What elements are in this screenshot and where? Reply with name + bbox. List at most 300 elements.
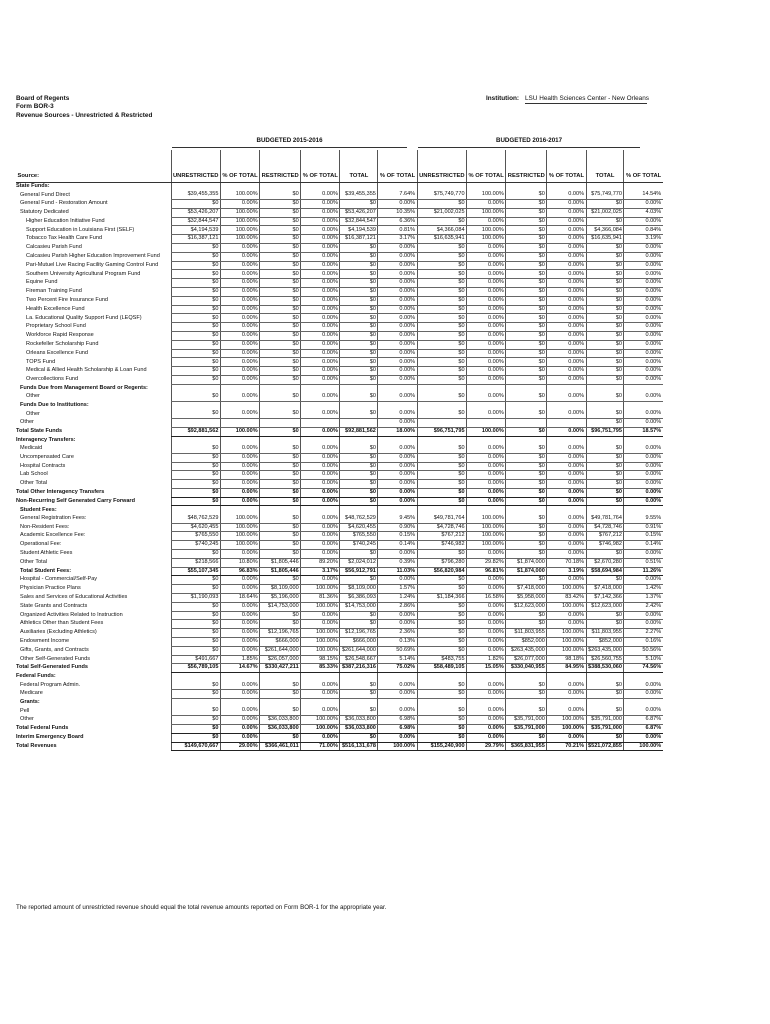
cell-value: 0.00% bbox=[547, 497, 586, 506]
cell-value: $0 bbox=[171, 681, 220, 689]
cell-value: 0.00% bbox=[378, 340, 417, 349]
cell-value bbox=[220, 419, 259, 428]
total-row bbox=[16, 664, 663, 673]
cell-value: 0.00% bbox=[467, 611, 506, 620]
table-row bbox=[16, 235, 663, 244]
cell-value: 100.00% bbox=[220, 226, 259, 235]
cell-value: $330,040,955 bbox=[506, 664, 547, 673]
cell-value bbox=[417, 699, 466, 708]
cell-value: $263,435,000 bbox=[506, 646, 547, 655]
cell-value: 96.83% bbox=[220, 567, 259, 576]
cell-value: 0.00% bbox=[547, 367, 586, 376]
cell-value bbox=[467, 419, 506, 428]
cell-value: 100.00% bbox=[301, 602, 340, 611]
column-header: UNRESTRICTED bbox=[171, 150, 220, 183]
row-label: State Grants and Contracts bbox=[20, 602, 88, 609]
cell-value: 0.00% bbox=[301, 323, 340, 332]
cell-value: $0 bbox=[260, 523, 301, 532]
row-label: Orleans Excellence Fund bbox=[26, 349, 88, 356]
cell-value: $0 bbox=[417, 410, 466, 418]
row-label: Non-Resident Fees: bbox=[20, 523, 70, 530]
cell-value: 6.87% bbox=[624, 724, 663, 733]
cell-value: $0 bbox=[506, 733, 547, 742]
cell-value: 0.00% bbox=[378, 200, 417, 209]
cell-value: 0.00% bbox=[547, 305, 586, 314]
table-row bbox=[16, 480, 663, 489]
cell-value: 100.00% bbox=[547, 724, 586, 733]
row-label: Total Revenues bbox=[16, 742, 57, 749]
cell-value bbox=[506, 384, 547, 393]
cell-value: $0 bbox=[417, 480, 466, 489]
cell-value: $48,762,529 bbox=[340, 515, 378, 523]
cell-value: 0.00% bbox=[301, 611, 340, 620]
row-label: Pell bbox=[20, 707, 30, 714]
cell-value: 0.00% bbox=[301, 620, 340, 629]
cell-value: 6.87% bbox=[624, 716, 663, 725]
cell-value: 0.00% bbox=[378, 453, 417, 462]
cell-value: $0 bbox=[506, 471, 547, 480]
cell-value bbox=[417, 506, 466, 515]
cell-value: $0 bbox=[586, 410, 624, 418]
cell-value: $26,057,000 bbox=[260, 655, 301, 664]
cell-value bbox=[547, 673, 586, 682]
cell-value: 0.00% bbox=[301, 445, 340, 453]
cell-value: $0 bbox=[586, 419, 624, 428]
cell-value: $0 bbox=[171, 393, 220, 401]
cell-value: $1,805,446 bbox=[260, 558, 301, 567]
cell-value: 2.42% bbox=[624, 602, 663, 611]
table-row bbox=[16, 655, 663, 664]
cell-value: $4,620,455 bbox=[340, 523, 378, 532]
cell-value: $0 bbox=[506, 376, 547, 385]
cell-value bbox=[586, 506, 624, 515]
cell-value: 0.00% bbox=[624, 323, 663, 332]
cell-value: $0 bbox=[260, 376, 301, 385]
cell-value bbox=[220, 673, 259, 682]
cell-value: $0 bbox=[586, 445, 624, 453]
cell-value: $0 bbox=[340, 288, 378, 297]
cell-value: $0 bbox=[586, 453, 624, 462]
cell-value: $746,982 bbox=[417, 541, 466, 550]
cell-value: 0.00% bbox=[220, 716, 259, 725]
cell-value: $56,789,105 bbox=[171, 664, 220, 673]
cell-value: $5,196,000 bbox=[260, 593, 301, 602]
cell-value: $4,194,539 bbox=[340, 226, 378, 235]
cell-value: 0.00% bbox=[378, 620, 417, 629]
row-label: Federal Funds: bbox=[16, 673, 56, 680]
cell-value: 71.00% bbox=[301, 742, 340, 751]
cell-value: 0.00% bbox=[220, 279, 259, 288]
cell-value bbox=[506, 401, 547, 410]
cell-value: $12,196,765 bbox=[260, 629, 301, 638]
cell-value: 0.00% bbox=[624, 314, 663, 323]
cell-value bbox=[417, 436, 466, 445]
cell-value: 0.91% bbox=[624, 523, 663, 532]
table-row bbox=[16, 217, 663, 226]
cell-value: 0.14% bbox=[378, 541, 417, 550]
cell-value: 0.00% bbox=[467, 217, 506, 226]
cell-value: $0 bbox=[340, 453, 378, 462]
row-label: Total Student Fees: bbox=[20, 567, 72, 574]
cell-value: $0 bbox=[417, 724, 466, 733]
cell-value: $0 bbox=[417, 340, 466, 349]
cell-value: 0.00% bbox=[220, 480, 259, 489]
cell-value: $0 bbox=[260, 427, 301, 436]
cell-value: $16,387,121 bbox=[340, 235, 378, 244]
cell-value: $53,426,207 bbox=[171, 208, 220, 217]
cell-value: 100.00% bbox=[467, 191, 506, 199]
cell-value: $0 bbox=[506, 279, 547, 288]
cell-value: 0.16% bbox=[624, 637, 663, 646]
table-row bbox=[16, 340, 663, 349]
cell-value: 0.00% bbox=[547, 480, 586, 489]
cell-value bbox=[467, 384, 506, 393]
cell-value: 0.00% bbox=[301, 523, 340, 532]
cell-value: $0 bbox=[506, 541, 547, 550]
cell-value: $0 bbox=[586, 261, 624, 270]
cell-value: $0 bbox=[260, 532, 301, 541]
cell-value: 100.00% bbox=[624, 742, 663, 751]
cell-value: 0.00% bbox=[547, 453, 586, 462]
cell-value: $0 bbox=[340, 332, 378, 341]
table-row bbox=[16, 629, 663, 638]
cell-value: $0 bbox=[417, 323, 466, 332]
cell-value: 0.00% bbox=[220, 244, 259, 253]
table-row bbox=[16, 393, 663, 401]
cell-value: $0 bbox=[260, 367, 301, 376]
cell-value: 0.00% bbox=[220, 602, 259, 611]
table-row bbox=[16, 296, 663, 305]
cell-value: $0 bbox=[340, 690, 378, 699]
cell-value: 0.00% bbox=[378, 549, 417, 558]
cell-value: $4,194,539 bbox=[171, 226, 220, 235]
cell-value: $852,000 bbox=[506, 637, 547, 646]
row-label: Other Self-Generated Funds bbox=[20, 655, 90, 662]
cell-value: 96.81% bbox=[467, 567, 506, 576]
cell-value: $0 bbox=[506, 367, 547, 376]
cell-value: $0 bbox=[417, 576, 466, 585]
cell-value: $0 bbox=[586, 471, 624, 480]
cell-value: 0.00% bbox=[624, 279, 663, 288]
table-row bbox=[16, 279, 663, 288]
cell-value bbox=[378, 673, 417, 682]
cell-value: 0.00% bbox=[467, 244, 506, 253]
cell-value: 100.00% bbox=[220, 235, 259, 244]
cell-value: 0.00% bbox=[301, 349, 340, 358]
cell-value: $8,109,000 bbox=[260, 585, 301, 594]
table-row bbox=[16, 690, 663, 699]
row-label: Pari-Mutuel Live Racing Facility Gaming Control Fund bbox=[26, 261, 159, 268]
cell-value: $0 bbox=[260, 445, 301, 453]
cell-value bbox=[340, 436, 378, 445]
cell-value: $0 bbox=[417, 349, 466, 358]
cell-value: $0 bbox=[171, 724, 220, 733]
cell-value bbox=[506, 506, 547, 515]
cell-value: $0 bbox=[171, 340, 220, 349]
cell-value: $0 bbox=[260, 349, 301, 358]
table-row bbox=[16, 208, 663, 217]
cell-value bbox=[301, 183, 340, 192]
cell-value: 98.18% bbox=[547, 655, 586, 664]
cell-value bbox=[417, 183, 466, 192]
table-row bbox=[16, 200, 663, 209]
cell-value: 0.00% bbox=[624, 453, 663, 462]
cell-value: $96,751,795 bbox=[586, 427, 624, 436]
cell-value: 0.00% bbox=[378, 419, 417, 428]
cell-value: 14.54% bbox=[624, 191, 663, 199]
cell-value: 0.00% bbox=[467, 261, 506, 270]
cell-value: 0.00% bbox=[467, 453, 506, 462]
cell-value: 0.00% bbox=[301, 340, 340, 349]
cell-value: 0.00% bbox=[547, 462, 586, 471]
column-header: % OF TOTAL bbox=[467, 150, 506, 183]
cell-value: 0.00% bbox=[220, 629, 259, 638]
cell-value: $11,803,955 bbox=[506, 629, 547, 638]
cell-value: 0.00% bbox=[301, 515, 340, 523]
cell-value: 0.00% bbox=[547, 288, 586, 297]
cell-value bbox=[340, 384, 378, 393]
cell-value: 0.00% bbox=[467, 367, 506, 376]
cell-value: 0.00% bbox=[624, 244, 663, 253]
row-label: Non-Recurring Self Generated Carry Forward bbox=[16, 497, 135, 504]
cell-value: 0.00% bbox=[624, 620, 663, 629]
cell-value bbox=[378, 506, 417, 515]
cell-value: $0 bbox=[506, 244, 547, 253]
cell-value: 0.00% bbox=[624, 217, 663, 226]
cell-value: $0 bbox=[506, 191, 547, 199]
cell-value: $0 bbox=[417, 376, 466, 385]
cell-value: 0.00% bbox=[301, 305, 340, 314]
cell-value: 0.00% bbox=[547, 515, 586, 523]
cell-value: 0.00% bbox=[378, 279, 417, 288]
cell-value: 0.00% bbox=[378, 488, 417, 497]
cell-value: 0.00% bbox=[624, 296, 663, 305]
cell-value: 0.00% bbox=[624, 690, 663, 699]
cell-value: 10.35% bbox=[378, 208, 417, 217]
cell-value: 0.00% bbox=[624, 358, 663, 367]
table-row bbox=[16, 332, 663, 341]
cell-value: 0.00% bbox=[378, 462, 417, 471]
cell-value: $36,033,800 bbox=[260, 716, 301, 725]
cell-value: $0 bbox=[506, 393, 547, 401]
cell-value: 0.00% bbox=[378, 252, 417, 261]
cell-value: 0.00% bbox=[467, 349, 506, 358]
institution-value: LSU Health Sciences Center - New Orleans bbox=[525, 95, 649, 102]
cell-value: 2.27% bbox=[624, 629, 663, 638]
cell-value: 0.00% bbox=[378, 288, 417, 297]
table-row bbox=[16, 288, 663, 297]
cell-value: $12,623,000 bbox=[506, 602, 547, 611]
cell-value: $765,550 bbox=[340, 532, 378, 541]
cell-value: 0.00% bbox=[547, 393, 586, 401]
section-heading-row bbox=[16, 436, 663, 445]
cell-value: $0 bbox=[417, 244, 466, 253]
cell-value: 0.00% bbox=[220, 358, 259, 367]
cell-value bbox=[624, 699, 663, 708]
cell-value: 1.42% bbox=[624, 585, 663, 594]
cell-value: $0 bbox=[417, 629, 466, 638]
cell-value: 0.00% bbox=[220, 690, 259, 699]
cell-value: 0.00% bbox=[220, 305, 259, 314]
cell-value bbox=[220, 384, 259, 393]
cell-value: 0.81% bbox=[378, 226, 417, 235]
revenue-table bbox=[16, 150, 663, 751]
cell-value: 50.56% bbox=[624, 646, 663, 655]
cell-value: $746,982 bbox=[586, 541, 624, 550]
cell-value: 100.00% bbox=[220, 217, 259, 226]
cell-value: $0 bbox=[586, 733, 624, 742]
cell-value: 0.00% bbox=[301, 244, 340, 253]
cell-value: $36,033,800 bbox=[260, 724, 301, 733]
cell-value: 74.56% bbox=[624, 664, 663, 673]
cell-value: $1,874,000 bbox=[506, 567, 547, 576]
cell-value: 0.00% bbox=[467, 733, 506, 742]
row-label: TOPS Fund bbox=[26, 358, 56, 365]
cell-value bbox=[586, 673, 624, 682]
cell-value: $0 bbox=[506, 427, 547, 436]
cell-value: $0 bbox=[171, 296, 220, 305]
cell-value: 0.00% bbox=[301, 376, 340, 385]
cell-value: $0 bbox=[586, 462, 624, 471]
section-heading-row bbox=[16, 384, 663, 393]
row-label: Physician Practice Plans bbox=[20, 585, 81, 592]
cell-value: $796,280 bbox=[417, 558, 466, 567]
cell-value: $92,881,562 bbox=[340, 427, 378, 436]
cell-value: 0.14% bbox=[624, 541, 663, 550]
cell-value: $0 bbox=[417, 681, 466, 689]
cell-value: 0.00% bbox=[467, 358, 506, 367]
cell-value: $0 bbox=[340, 445, 378, 453]
cell-value: $75,749,770 bbox=[586, 191, 624, 199]
cell-value: 0.00% bbox=[547, 252, 586, 261]
cell-value: $0 bbox=[417, 549, 466, 558]
cell-value: $0 bbox=[586, 296, 624, 305]
cell-value: $1,874,000 bbox=[506, 558, 547, 567]
cell-value: $765,550 bbox=[171, 532, 220, 541]
cell-value: $0 bbox=[340, 410, 378, 418]
band-budgeted-2015: BUDGETED 2015-2016 bbox=[172, 134, 407, 148]
total-row bbox=[16, 497, 663, 506]
cell-value: 100.00% bbox=[220, 191, 259, 199]
section-heading-row bbox=[16, 401, 663, 410]
cell-value: $21,002,025 bbox=[417, 208, 466, 217]
cell-value bbox=[506, 183, 547, 192]
cell-value: 84.95% bbox=[547, 664, 586, 673]
cell-value: 0.00% bbox=[624, 261, 663, 270]
cell-value bbox=[586, 384, 624, 393]
cell-value: $0 bbox=[171, 716, 220, 725]
cell-value bbox=[171, 699, 220, 708]
cell-value: $7,418,000 bbox=[506, 585, 547, 594]
cell-value: 0.00% bbox=[547, 191, 586, 199]
row-label: Total State Funds bbox=[16, 427, 63, 434]
cell-value: $0 bbox=[340, 480, 378, 489]
cell-value bbox=[547, 183, 586, 192]
cell-value: $0 bbox=[506, 611, 547, 620]
cell-value: 0.00% bbox=[547, 471, 586, 480]
cell-value: 0.00% bbox=[547, 261, 586, 270]
cell-value: 0.00% bbox=[301, 200, 340, 209]
cell-value: $0 bbox=[417, 602, 466, 611]
cell-value: $0 bbox=[506, 235, 547, 244]
cell-value: 0.00% bbox=[378, 410, 417, 418]
cell-value bbox=[624, 673, 663, 682]
cell-value: $0 bbox=[586, 611, 624, 620]
row-label: Other bbox=[26, 410, 40, 417]
cell-value: $387,216,316 bbox=[340, 664, 378, 673]
row-label: La. Educational Quality Support Fund (LEQSF) bbox=[26, 314, 142, 321]
table-row bbox=[16, 593, 663, 602]
column-header: % OF TOTAL bbox=[220, 150, 259, 183]
cell-value: 0.00% bbox=[547, 532, 586, 541]
cell-value: 100.00% bbox=[467, 532, 506, 541]
cell-value: 0.00% bbox=[220, 367, 259, 376]
cell-value: 0.00% bbox=[378, 358, 417, 367]
table-row bbox=[16, 376, 663, 385]
cell-value: $0 bbox=[506, 532, 547, 541]
cell-value: $0 bbox=[260, 707, 301, 715]
row-label: Workforce Rapid Response bbox=[26, 332, 94, 339]
cell-value: 0.00% bbox=[624, 611, 663, 620]
cell-value: $16,635,941 bbox=[586, 235, 624, 244]
cell-value: $35,791,000 bbox=[586, 716, 624, 725]
cell-value: 0.00% bbox=[467, 707, 506, 715]
cell-value: 11.26% bbox=[624, 567, 663, 576]
cell-value: 0.00% bbox=[467, 305, 506, 314]
cell-value: $0 bbox=[586, 549, 624, 558]
cell-value: $0 bbox=[586, 376, 624, 385]
cell-value bbox=[378, 384, 417, 393]
cell-value: $0 bbox=[260, 340, 301, 349]
cell-value: $0 bbox=[417, 585, 466, 594]
total-row bbox=[16, 427, 663, 436]
cell-value: $0 bbox=[340, 707, 378, 715]
cell-value: 0.00% bbox=[467, 252, 506, 261]
cell-value: 0.00% bbox=[467, 279, 506, 288]
cell-value: 0.00% bbox=[624, 480, 663, 489]
cell-value bbox=[171, 401, 220, 410]
cell-value: 83.42% bbox=[547, 593, 586, 602]
cell-value: 0.00% bbox=[301, 541, 340, 550]
cell-value: $0 bbox=[340, 252, 378, 261]
cell-value: $48,762,529 bbox=[171, 515, 220, 523]
cell-value: $155,240,900 bbox=[417, 742, 466, 751]
cell-value: $0 bbox=[417, 358, 466, 367]
cell-value: 0.00% bbox=[547, 226, 586, 235]
cell-value: $0 bbox=[417, 296, 466, 305]
column-header: TOTAL bbox=[340, 150, 378, 183]
table-row bbox=[16, 637, 663, 646]
footnote: The reported amount of unrestricted revenue should equal the total revenue amounts reported on Form BOR-1 for the appropriate year. bbox=[16, 904, 387, 911]
cell-value: $0 bbox=[586, 497, 624, 506]
table-row bbox=[16, 707, 663, 715]
cell-value: 14.67% bbox=[220, 664, 259, 673]
cell-value: 0.00% bbox=[378, 471, 417, 480]
band-budgeted-2016: BUDGETED 2016-2017 bbox=[418, 134, 640, 148]
row-label: Other Total bbox=[20, 480, 48, 487]
cell-value: 0.00% bbox=[301, 208, 340, 217]
cell-value: $0 bbox=[506, 296, 547, 305]
cell-value: 0.00% bbox=[220, 270, 259, 279]
cell-value: 0.84% bbox=[624, 226, 663, 235]
table-row bbox=[16, 358, 663, 367]
cell-value: 0.00% bbox=[301, 279, 340, 288]
cell-value bbox=[171, 183, 220, 192]
cell-value bbox=[378, 436, 417, 445]
row-label: Tobacco Tax Health Care Fund bbox=[26, 235, 103, 242]
cell-value: 0.00% bbox=[378, 314, 417, 323]
row-label: Medicaid bbox=[20, 445, 43, 452]
